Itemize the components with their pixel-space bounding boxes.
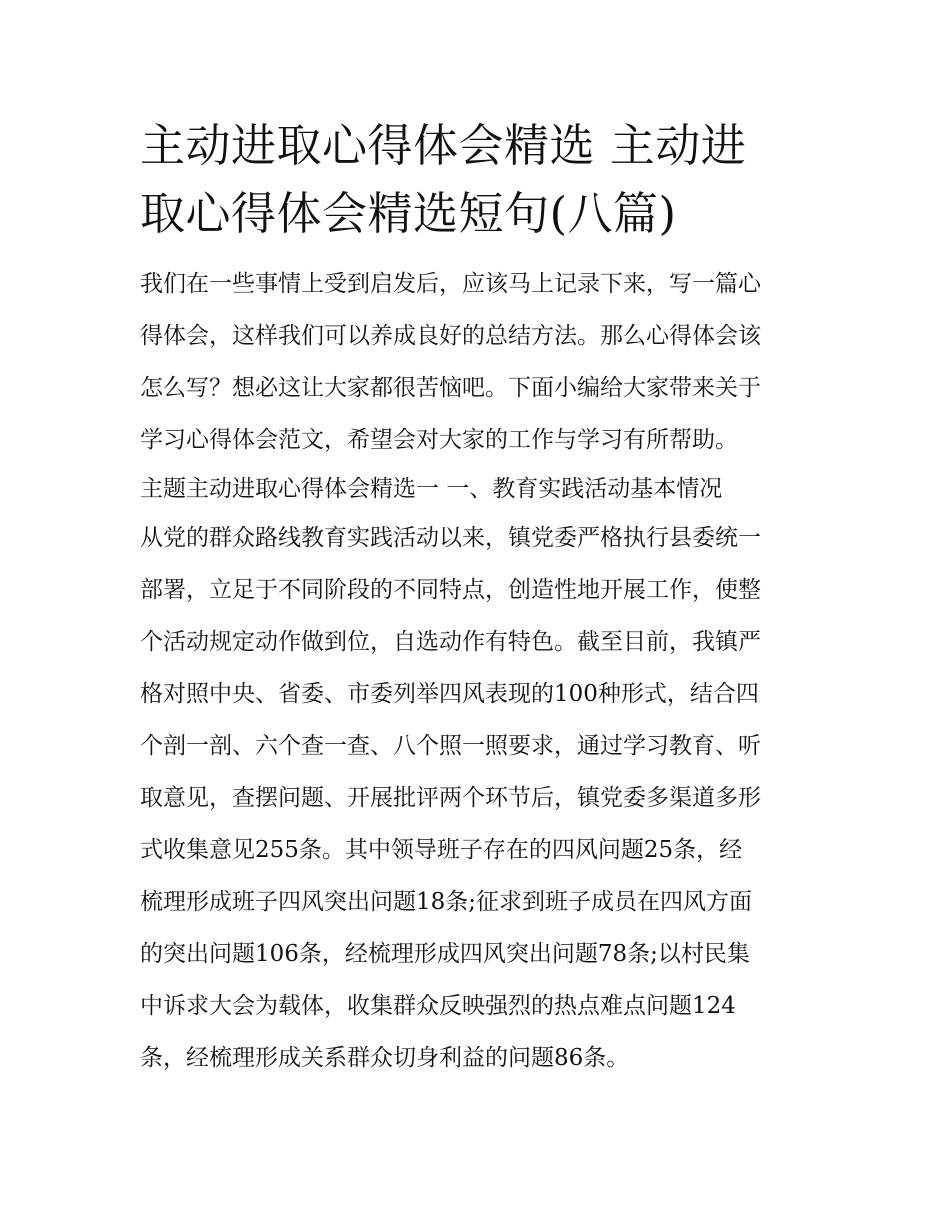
body-line: 部署，立足于不同阶段的不同特点，创造性地开展工作，使整 <box>140 577 761 603</box>
body-line: 的突出问题106条，经梳理形成四风突出问题78条;以村民集 <box>140 941 750 967</box>
body-line: 中诉求大会为载体，收集群众反映强烈的热点难点问题124 <box>140 993 736 1019</box>
title-line: 主动进取心得体会精选 主动进 <box>140 119 747 172</box>
body-line: 从党的群众路线教育实践活动以来，镇党委严格执行县委统一 <box>140 525 761 551</box>
body-line: 个活动规定动作做到位，自选动作有特色。截至目前，我镇严 <box>140 629 761 655</box>
document-title <box>140 112 820 248</box>
title-line: 取心得体会精选短句(八篇) <box>140 187 677 240</box>
section-heading: 主题主动进取心得体会精选一 一、教育实践活动基本情况 <box>140 476 723 502</box>
intro-line: 得体会，这样我们可以养成良好的总结方法。那么心得体会该 <box>140 323 761 349</box>
intro-line: 我们在一些事情上受到启发后，应该马上记录下来，写一篇心 <box>140 271 761 297</box>
body-line: 取意见，查摆问题、开展批评两个环节后，镇党委多渠道多形 <box>140 785 761 811</box>
body-line: 梳理形成班子四风突出问题18条;征求到班子成员在四风方面 <box>140 889 753 915</box>
intro-line: 怎么写？想必这让大家都很苦恼吧。下面小编给大家带来关于 <box>140 375 761 401</box>
body-line: 条，经梳理形成关系群众切身利益的问题86条。 <box>140 1045 630 1071</box>
document-page <box>140 112 820 1084</box>
document-body <box>140 258 820 1084</box>
body-line: 式收集意见255条。其中领导班子存在的四风问题25条，经 <box>140 837 743 863</box>
intro-line: 学习心得体会范文，希望会对大家的工作与学习有所帮助。 <box>140 427 738 453</box>
body-line: 格对照中央、省委、市委列举四风表现的100种形式，结合四 <box>140 681 759 707</box>
body-line: 个剖一剖、六个查一查、八个照一照要求，通过学习教育、听 <box>140 733 761 759</box>
